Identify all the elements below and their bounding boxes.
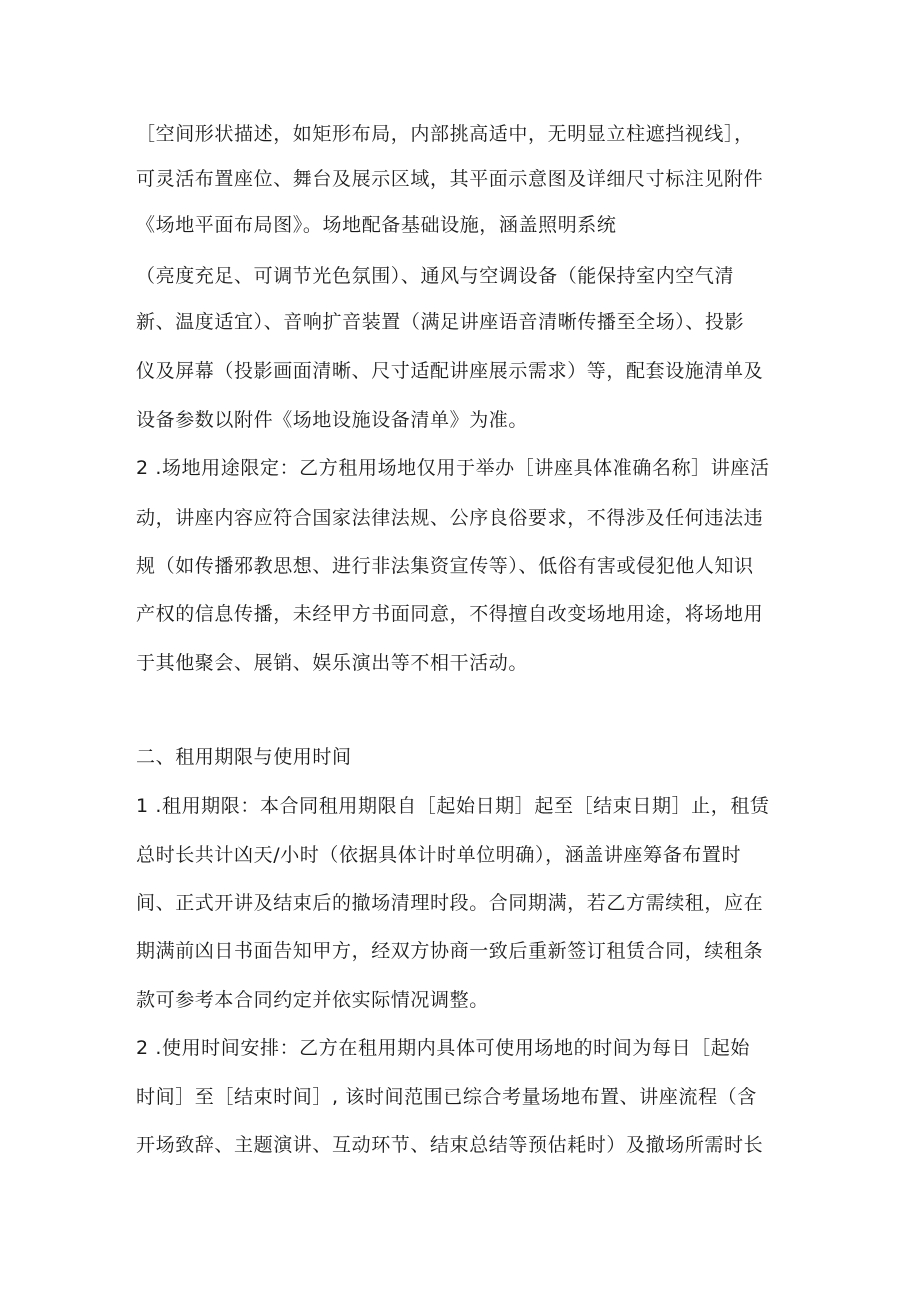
section-heading: 二、租用期限与使用时间 <box>136 746 352 768</box>
text-line: 期满前凶日书面告知甲方，经双方协商一致后重新签订租赁合同，续租条 <box>136 940 764 962</box>
text-line: ［空间形状描述，如矩形布局，内部挑高适中，无明显立柱遮挡视线］， <box>136 123 754 145</box>
text-line: 间、正式开讲及结束后的撤场清理时段。合同期满，若乙方需续租，应在 <box>136 892 764 914</box>
text-line: 2 .使用时间安排：乙方在租用期内具体可使用场地的时间为每日［起始 <box>136 1037 750 1059</box>
text-line: 《场地平面布局图》。场地配备基础设施，涵盖照明系统 <box>136 214 617 236</box>
text-line: 1 .租用期限：本合同租用期限自［起始日期］起至［结束日期］止，租赁 <box>136 795 770 817</box>
text-line: 产权的信息传播，未经甲方书面同意，不得擅自改变场地用途，将场地用 <box>136 603 764 625</box>
text-line: 2 .场地用途限定：乙方租用场地仅用于举办［讲座具体准确名称］讲座活 <box>136 457 770 479</box>
text-line: （亮度充足、可调节光色氛围）、通风与空调设备（能保持室内空气清 <box>136 265 735 287</box>
text-line: 总时长共计凶天/小时（依据具体计时单位明确），涵盖讲座筹备布置时 <box>136 844 742 866</box>
text-line: 新、温度适宜）、音响扩音装置（满足讲座语音清晰传播至全场）、投影 <box>136 311 745 333</box>
text-line: 可灵活布置座位、舞台及展示区域，其平面示意图及详细尺寸标注见附件 <box>136 168 764 190</box>
text-line: 仪及屏幕（投影画面清晰、尺寸适配讲座展示需求）等，配套设施清单及 <box>136 360 764 382</box>
text-line: 款可参考本合同约定并依实际情况调整。 <box>136 989 489 1011</box>
text-line: 规（如传播邪教思想、进行非法集资宣传等）、低俗有害或侵犯他人知识 <box>136 555 754 577</box>
text-line: 开场致辞、主题演讲、互动环节、结束总结等预估耗时）及撤场所需时长 <box>136 1134 764 1156</box>
text-line: 设备参数以附件《场地设施设备清单》为准。 <box>136 409 529 431</box>
text-line: 于其他聚会、展销、娱乐演出等不相干活动。 <box>136 652 529 674</box>
text-line: 动，讲座内容应符合国家法律法规、公序良俗要求，不得涉及任何违法违 <box>136 507 764 529</box>
text-line: 时间］至［结束时间］, 该时间范围已综合考量场地布置、讲座流程（含 <box>136 1086 757 1108</box>
